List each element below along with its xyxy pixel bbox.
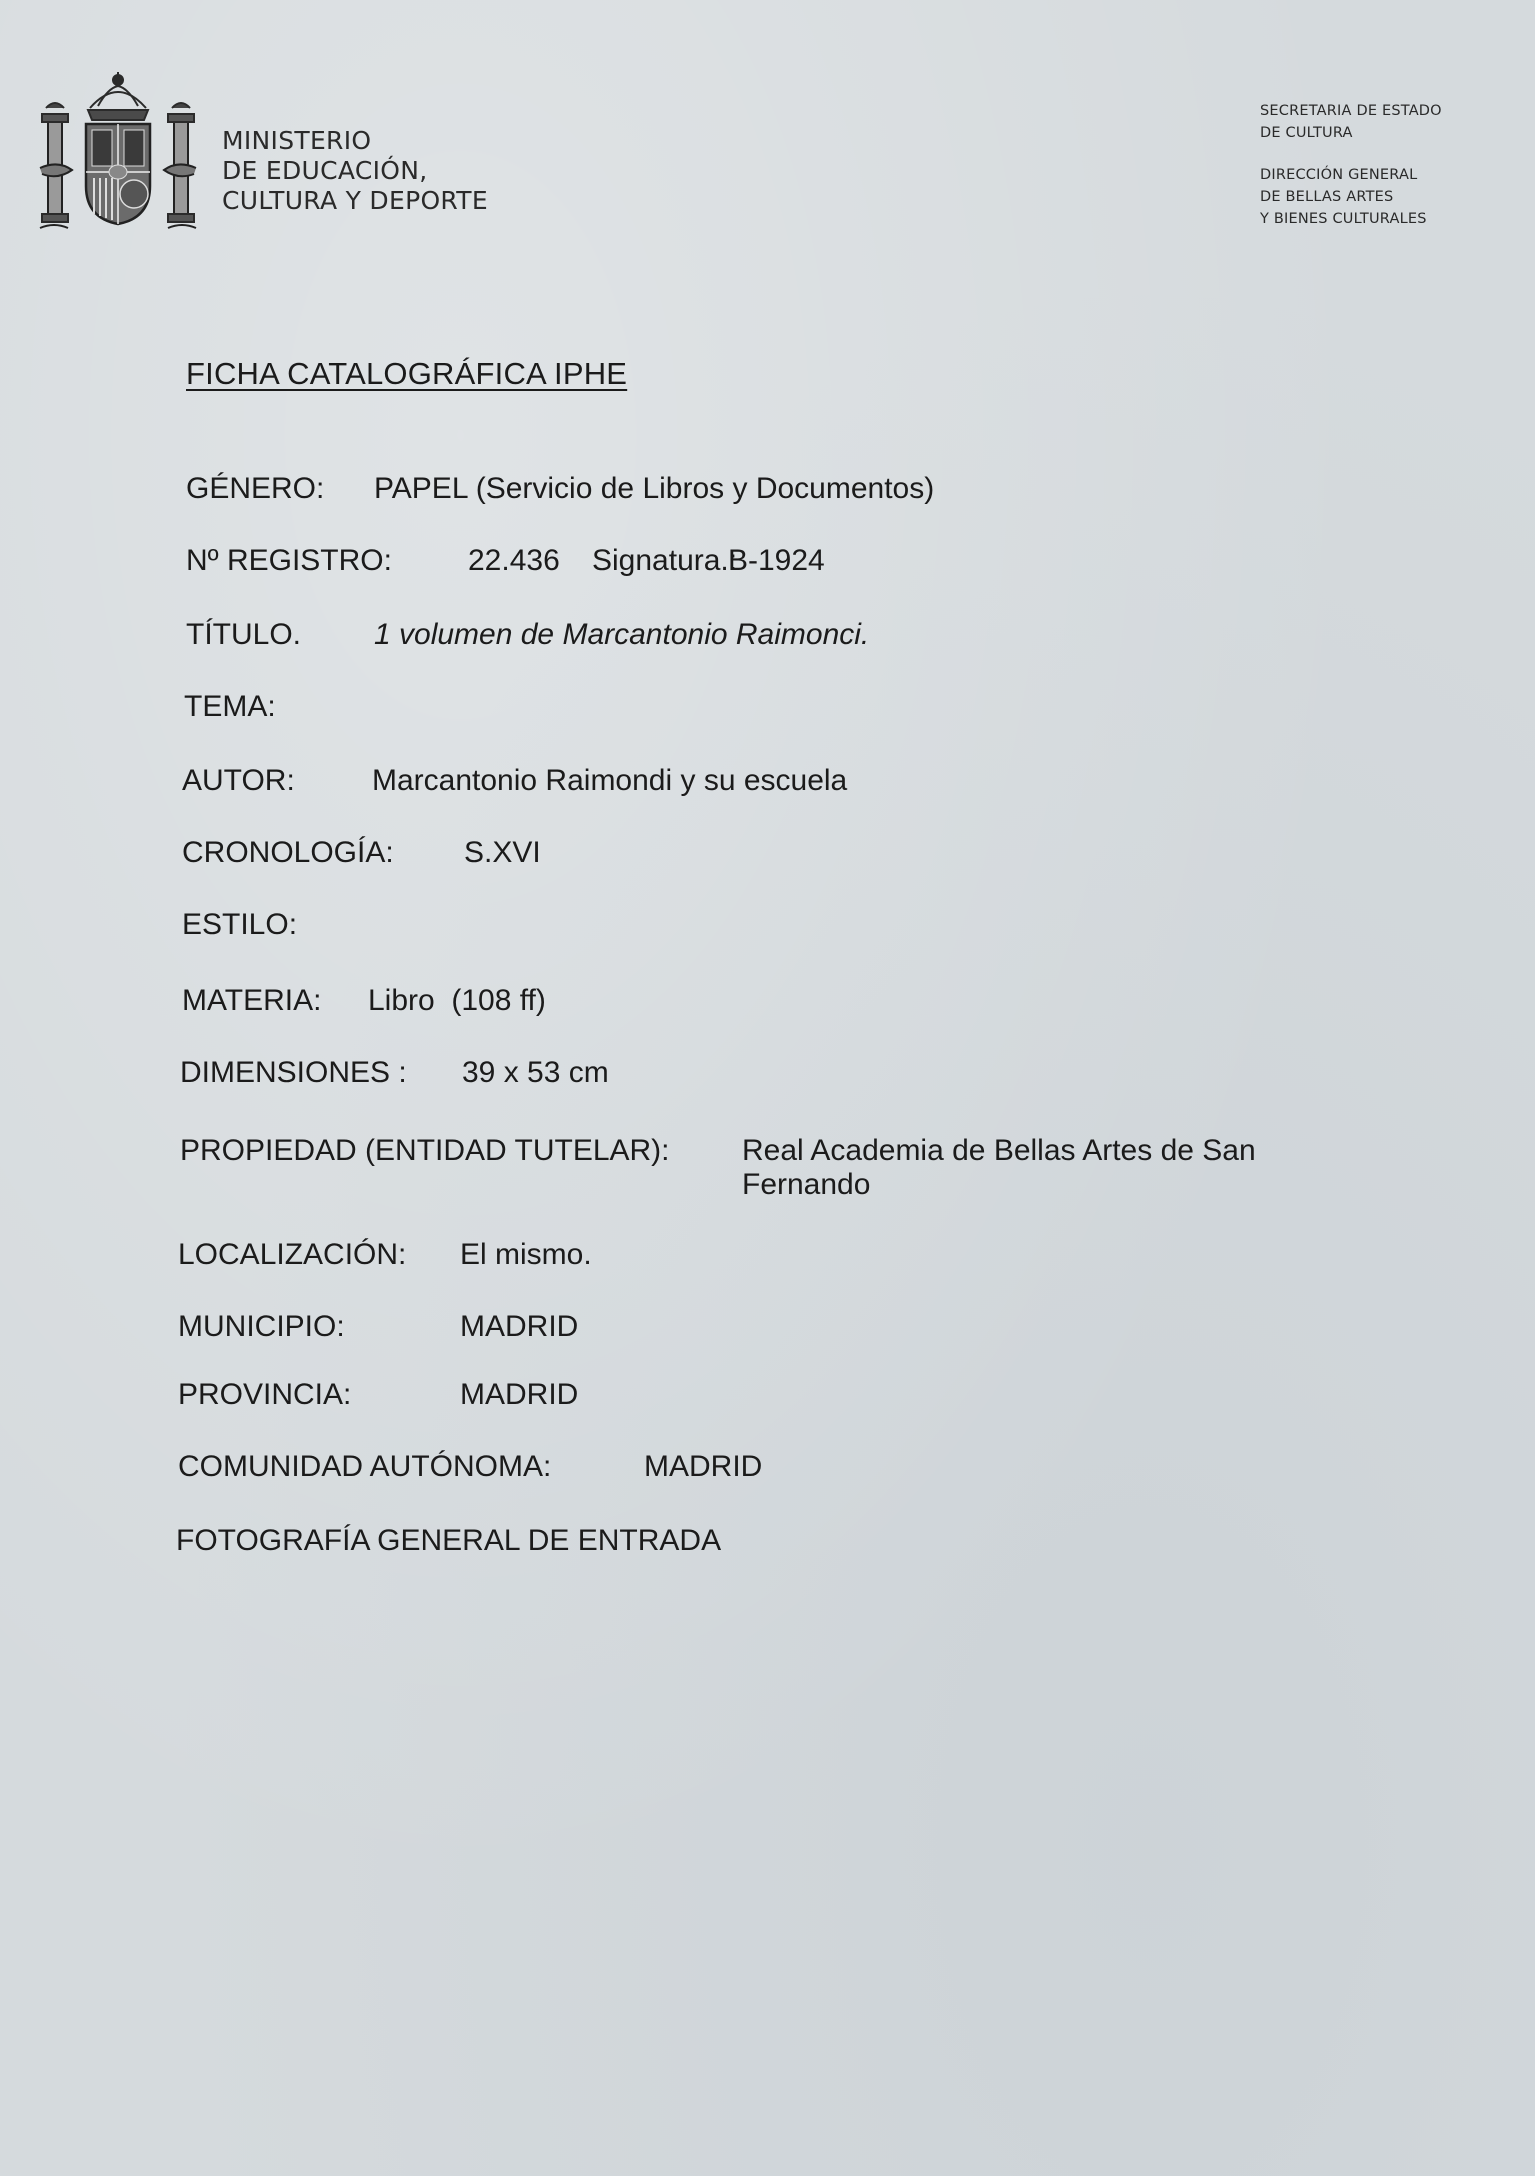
field-value: MADRID — [644, 1450, 763, 1483]
field-value-line1: Real Academia de Bellas Artes de San — [742, 1134, 1256, 1167]
field-label: GÉNERO: — [186, 472, 325, 505]
ministry-line: MINISTERIO — [222, 126, 372, 155]
signatura-value: B-1924 — [728, 544, 825, 577]
department-header — [1260, 100, 1442, 230]
field-label: COMUNIDAD AUTÓNOMA: — [178, 1450, 552, 1483]
field-label: DIMENSIONES : — [180, 1056, 407, 1089]
direccion-line: Y BIENES CULTURALES — [1260, 211, 1427, 227]
field-value-line2: Fernando — [742, 1168, 871, 1201]
field-value: MADRID — [460, 1310, 579, 1343]
field-label: ESTILO: — [182, 908, 298, 941]
field-value: Libro (108 ff) — [368, 984, 546, 1017]
field-value: 22.436 — [468, 544, 560, 577]
coat-of-arms-icon — [38, 68, 198, 236]
document-title: FICHA CATALOGRÁFICA IPHE — [186, 356, 628, 391]
field-label: CRONOLOGÍA: — [182, 836, 394, 869]
field-value: 39 x 53 cm — [462, 1056, 609, 1089]
field-label: FOTOGRAFÍA GENERAL DE ENTRADA — [176, 1524, 722, 1557]
field-label: Nº REGISTRO: — [186, 544, 392, 577]
field-label: TÍTULO. — [186, 618, 302, 651]
secretaria-line: SECRETARIA DE ESTADO — [1260, 103, 1442, 119]
direccion-line: DIRECCIÓN GENERAL — [1260, 167, 1418, 183]
field-label: PROPIEDAD (ENTIDAD TUTELAR): — [180, 1134, 670, 1167]
ministry-line: CULTURA Y DEPORTE — [222, 186, 488, 215]
signatura-label: Signatura.: — [592, 544, 738, 577]
field-value: PAPEL (Servicio de Libros y Documentos) — [374, 472, 935, 505]
direccion-line: DE BELLAS ARTES — [1260, 189, 1394, 205]
field-label: PROVINCIA: — [178, 1378, 352, 1411]
ministry-name — [222, 126, 488, 216]
field-label: LOCALIZACIÓN: — [178, 1238, 407, 1271]
field-label: MATERIA: — [182, 984, 322, 1017]
field-value: El mismo. — [460, 1238, 592, 1271]
field-value: 1 volumen de Marcantonio Raimonci. — [374, 618, 870, 651]
field-value: MADRID — [460, 1378, 579, 1411]
field-label: MUNICIPIO: — [178, 1310, 345, 1343]
ministry-line: DE EDUCACIÓN, — [222, 156, 428, 185]
field-value: S.XVI — [464, 836, 541, 869]
field-label: AUTOR: — [182, 764, 295, 797]
field-value: Marcantonio Raimondi y su escuela — [372, 764, 848, 797]
secretaria-line: DE CULTURA — [1260, 125, 1353, 141]
field-label: TEMA: — [184, 690, 276, 723]
